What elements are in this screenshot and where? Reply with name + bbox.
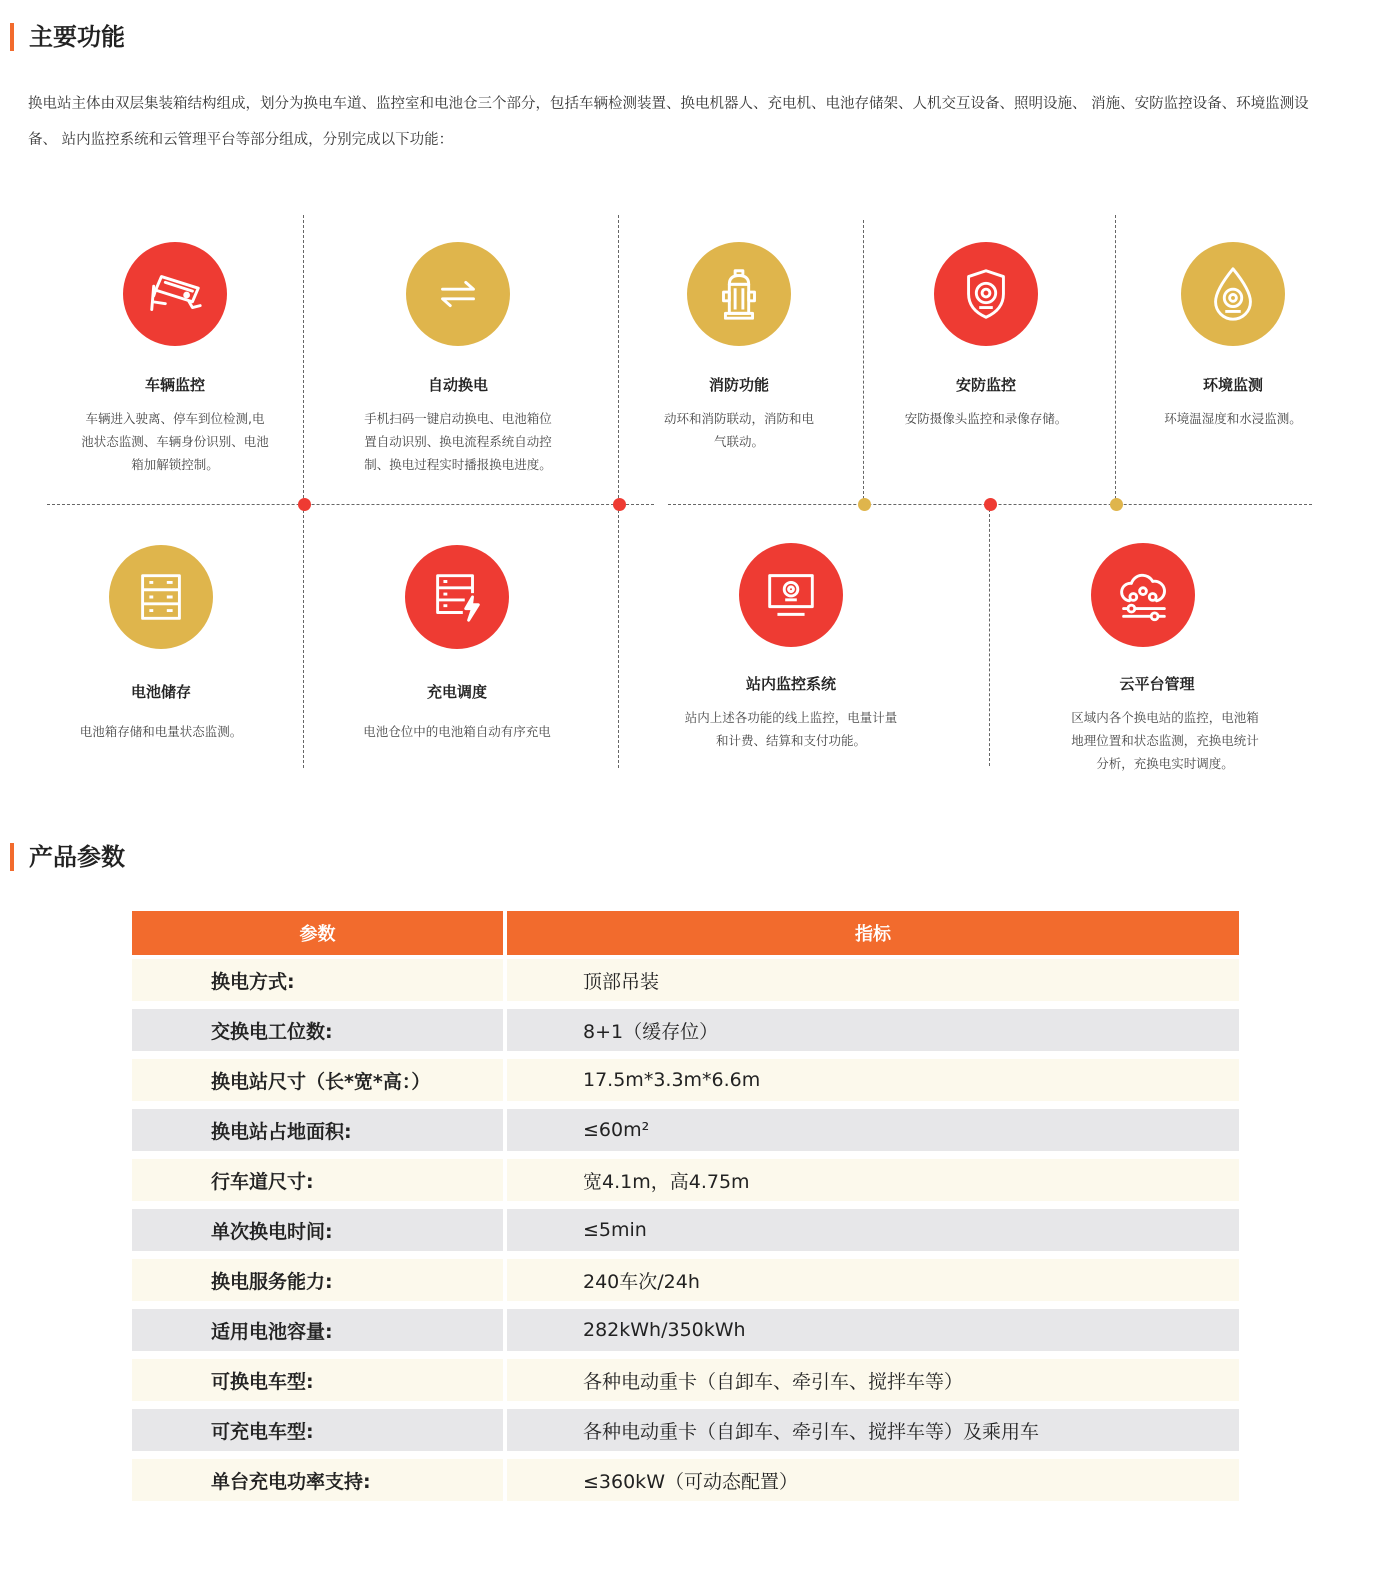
- charging-server-icon: [426, 566, 488, 628]
- grid-dot: [1110, 498, 1123, 511]
- feature-vehicle-monitoring: [55, 242, 295, 476]
- feature-title: 电池储存: [130, 683, 191, 701]
- battery-rack-icon: [130, 566, 192, 628]
- param-key: 可换电车型:: [132, 1359, 507, 1409]
- param-value: 宽4.1m，高4.75m: [507, 1159, 1239, 1209]
- header-spec: 指标: [507, 911, 1239, 959]
- param-value: 各种电动重卡（自卸车、牵引车、搅拌车等）及乘用车: [507, 1409, 1239, 1459]
- feature-title: 车辆监控: [144, 376, 205, 394]
- table-row: [132, 1359, 1239, 1409]
- feature-desc: 站内上述各功能的线上监控，电量计量和计费、结算和支付功能。: [684, 710, 898, 748]
- table-row: [132, 1459, 1239, 1509]
- feature-icon-circle: [123, 242, 227, 346]
- param-value: ≤360kW（可动态配置）: [507, 1459, 1239, 1509]
- param-value: 各种电动重卡（自卸车、牵引车、搅拌车等）: [507, 1359, 1239, 1409]
- feature-security-monitoring: [866, 242, 1106, 430]
- feature-cloud-platform: [1023, 543, 1263, 775]
- table-header-row: [132, 911, 1239, 959]
- feature-desc: 安防摄像头监控和录像存储。: [904, 411, 1068, 426]
- feature-title: 站内监控系统: [745, 675, 836, 693]
- table-row: [132, 1259, 1239, 1309]
- title-accent-bar: [10, 23, 14, 51]
- feature-desc: 动环和消防联动，消防和电气联动。: [664, 411, 815, 449]
- security-shield-camera-icon: [955, 263, 1017, 325]
- param-value: 8+1（缓存位）: [507, 1009, 1239, 1059]
- feature-icon-circle: [109, 545, 213, 649]
- feature-environment-monitoring: [1113, 242, 1353, 430]
- param-key: 单次换电时间:: [132, 1209, 507, 1259]
- feature-icon-circle: [406, 242, 510, 346]
- param-key: 换电站占地面积:: [132, 1109, 507, 1159]
- feature-station-monitoring-system: [671, 543, 911, 752]
- feature-auto-swap: [338, 242, 578, 476]
- grid-dot: [858, 498, 871, 511]
- feature-icon-circle: [687, 242, 791, 346]
- cloud-network-icon: [1112, 564, 1174, 626]
- feature-icon-circle: [934, 242, 1038, 346]
- section-title-text: 产品参数: [29, 843, 125, 871]
- param-key: 换电方式:: [132, 959, 507, 1009]
- param-key: 交换电工位数:: [132, 1009, 507, 1059]
- table-row: [132, 1159, 1239, 1209]
- water-drop-sensor-icon: [1202, 263, 1264, 325]
- param-value: 282kWh/350kWh: [507, 1309, 1239, 1359]
- table-row: [132, 1309, 1239, 1359]
- param-value: ≤5min: [507, 1209, 1239, 1259]
- fire-hydrant-icon: [708, 263, 770, 325]
- divider-vertical-1: [303, 215, 304, 768]
- feature-desc: 电池仓位中的电池箱自动有序充电: [363, 724, 551, 739]
- table-row: [132, 1009, 1239, 1059]
- swap-arrows-icon: [427, 263, 489, 325]
- param-key: 行车道尺寸:: [132, 1159, 507, 1209]
- section-title-text: 主要功能: [29, 23, 125, 51]
- param-value: 顶部吊装: [507, 959, 1239, 1009]
- table-row: [132, 1109, 1239, 1159]
- param-value: 240车次/24h: [507, 1259, 1239, 1309]
- table-row: [132, 959, 1239, 1009]
- divider-horizontal-left: [47, 504, 654, 505]
- cctv-camera-icon: [144, 263, 206, 325]
- feature-icon-circle: [739, 543, 843, 647]
- param-key: 换电站尺寸（长*宽*高：）: [132, 1059, 507, 1109]
- param-key: 换电服务能力:: [132, 1259, 507, 1309]
- param-value: ≤60m²: [507, 1109, 1239, 1159]
- grid-dot: [984, 498, 997, 511]
- feature-charge-scheduling: [337, 545, 577, 743]
- grid-dot: [298, 498, 311, 511]
- feature-icon-circle: [405, 545, 509, 649]
- param-key: 适用电池容量:: [132, 1309, 507, 1359]
- feature-desc: 区域内各个换电站的监控，电池箱地理位置和状态监测，充换电统计分析，充换电实时调度。: [1071, 710, 1259, 771]
- feature-desc: 车辆进入驶离、停车到位检测,电池状态监测、车辆身份识别、电池箱加解锁控制。: [81, 411, 269, 472]
- title-accent-bar: [10, 843, 14, 871]
- param-value: 17.5m*3.3m*6.6m: [507, 1059, 1239, 1109]
- feature-title: 云平台管理: [1119, 675, 1195, 693]
- feature-title: 自动换电: [427, 376, 488, 394]
- feature-desc: 手机扫码一键启动换电、电池箱位置自动识别、换电流程系统自动控制、换电过程实时播报换电进度。: [364, 411, 552, 472]
- divider-vertical-3: [863, 220, 864, 504]
- grid-dot: [613, 498, 626, 511]
- params-table: [132, 911, 1239, 1509]
- feature-desc: 电池箱存储和电量状态监测。: [79, 724, 243, 739]
- header-param: 参数: [132, 911, 507, 959]
- table-row: [132, 1059, 1239, 1109]
- param-key: 单台充电功率支持:: [132, 1459, 507, 1509]
- table-row: [132, 1409, 1239, 1459]
- intro-paragraph: 换电站主体由双层集装箱结构组成，划分为换电车道、监控室和电池仓三个部分，包括车辆检测装置、换电机器人、充电机、电池存储架、人机交互设备、照明设施、 消施、安防监控设备、环境监测设备、 站内监控系统和云管理平台等部分组成，分别完成以下功能：: [28, 96, 1309, 148]
- feature-title: 消防功能: [708, 376, 769, 394]
- feature-title: 安防监控: [955, 376, 1016, 394]
- monitor-camera-icon: [760, 564, 822, 626]
- param-key: 可充电车型:: [132, 1409, 507, 1459]
- feature-icon-circle: [1091, 543, 1195, 647]
- table-row: [132, 1209, 1239, 1259]
- divider-vertical-5: [989, 504, 990, 766]
- feature-title: 充电调度: [426, 683, 487, 701]
- feature-icon-circle: [1181, 242, 1285, 346]
- feature-fire-protection: [619, 242, 859, 453]
- feature-title: 环境监测: [1202, 376, 1263, 394]
- feature-battery-storage: [41, 545, 281, 743]
- feature-desc: 环境温湿度和水浸监测。: [1164, 411, 1302, 426]
